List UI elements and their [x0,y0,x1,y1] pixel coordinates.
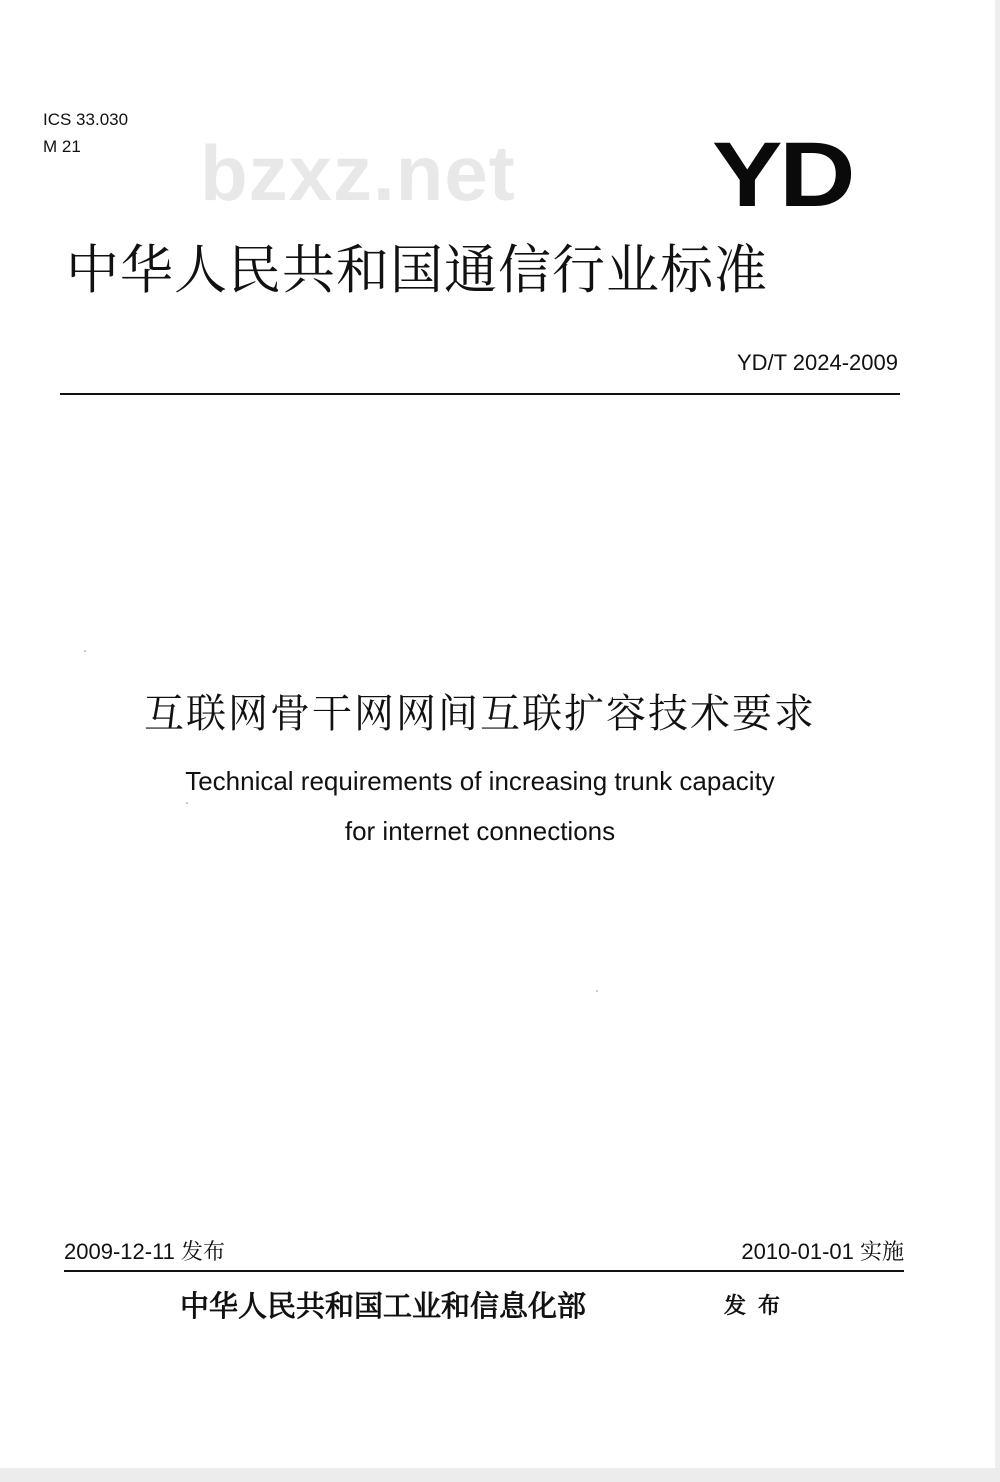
document-title-en-line2: for internet connections [344,816,616,846]
standard-title: 中华人民共和国通信行业标准 [66,240,768,301]
issue-word: 发布 [724,1294,793,1319]
bottom-divider [64,1270,904,1272]
issuer: 中华人民共和国工业和信息化部 [180,1289,587,1323]
document-title-en-line1: Technical requirements of increasing trunk capacity [185,766,775,796]
yd-logo: YD [712,124,853,226]
publish-date: 2009-12-11 发布 [64,1239,226,1264]
scan-speck [84,650,86,652]
page-edge-bottom [0,1468,1000,1482]
document-title-zh: 互联网骨干网网间互联扩容技术要求 [144,691,816,737]
watermark: bzxz.net [200,129,516,217]
classification-code: M 21 [43,137,81,156]
page-edge-right [995,0,1000,1482]
scan-speck [186,802,188,804]
standard-number: YD/T 2024-2009 [736,350,898,375]
scan-speck [596,990,598,992]
top-divider [60,393,900,395]
implement-date: 2010-01-01 实施 [741,1239,904,1264]
ics-code: ICS 33.030 [43,110,129,129]
